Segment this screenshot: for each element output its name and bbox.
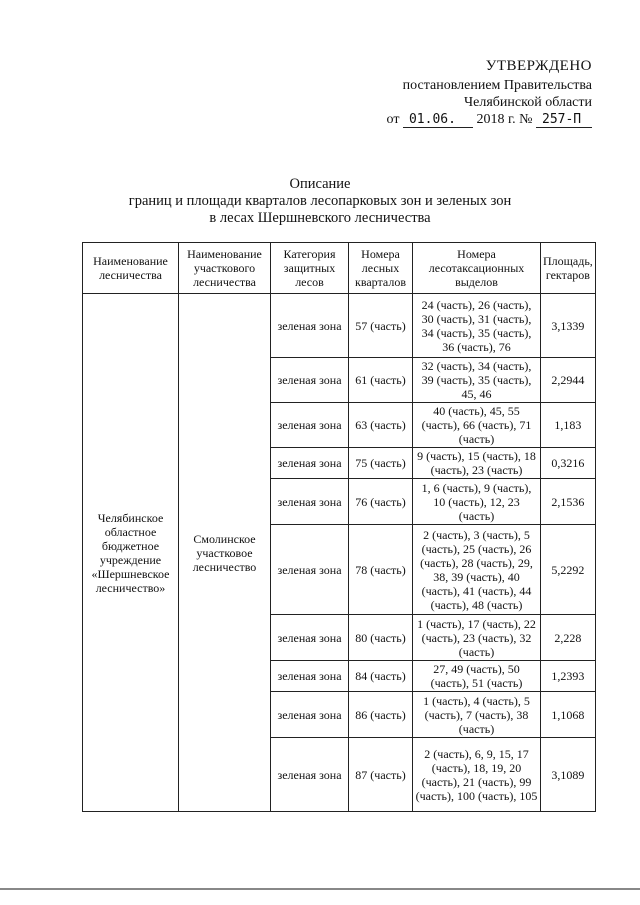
zone-cell: зеленая зона — [271, 525, 349, 615]
approval-date-line — [387, 111, 592, 128]
forestry-name-cell: Челябинское областное бюджетное учреждение «Шершневское лесничество» — [83, 294, 179, 812]
area-cell: 1,2393 — [541, 661, 596, 692]
zone-cell: зеленая зона — [271, 294, 349, 358]
plots-cell: 24 (часть), 26 (часть), 30 (часть), 31 (часть), 34 (часть), 35 (часть), 36 (часть), 76 — [413, 294, 541, 358]
title-line-3: в лесах Шершневского лесничества — [209, 210, 431, 226]
quarter-cell: 78 (часть) — [349, 525, 413, 615]
plots-cell: 40 (часть), 45, 55 (часть), 66 (часть), 71 (часть) — [413, 403, 541, 448]
zone-cell: зеленая зона — [271, 661, 349, 692]
zone-cell: зеленая зона — [271, 738, 349, 812]
quarter-cell: 86 (часть) — [349, 692, 413, 738]
document-title — [0, 176, 640, 227]
approval-date: 01.06. — [403, 113, 473, 128]
quarter-cell: 87 (часть) — [349, 738, 413, 812]
header-forestry: Наименование лесничества — [83, 243, 179, 294]
from-label: от — [386, 112, 400, 127]
title-line-2: границ и площади кварталов лесопарковых зон и зеленых зон — [128, 193, 512, 209]
approval-line-2: Челябинской области — [464, 95, 592, 110]
plots-cell: 1 (часть), 17 (часть), 22 (часть), 23 (часть), 32 (часть) — [413, 615, 541, 661]
zone-cell: зеленая зона — [271, 479, 349, 525]
plots-cell: 32 (часть), 34 (часть), 39 (часть), 35 (часть), 45, 46 — [413, 358, 541, 403]
plots-cell: 2 (часть), 3 (часть), 5 (часть), 25 (часть), 26 (часть), 28 (часть), 29, 38, 39 (часть), 40 (часть), 41 (часть), 44 (часть), 48 (часть) — [413, 525, 541, 615]
quarter-cell: 57 (часть) — [349, 294, 413, 358]
approval-block — [387, 58, 592, 128]
header-district: Наименование участкового лесничества — [179, 243, 271, 294]
plots-cell: 27, 49 (часть), 50 (часть), 51 (часть) — [413, 661, 541, 692]
area-cell: 3,1089 — [541, 738, 596, 812]
zone-cell: зеленая зона — [271, 448, 349, 479]
quarter-cell: 80 (часть) — [349, 615, 413, 661]
area-cell: 0,3216 — [541, 448, 596, 479]
table-header-row — [83, 243, 596, 294]
area-cell: 5,2292 — [541, 525, 596, 615]
quarter-cell: 61 (часть) — [349, 358, 413, 403]
header-category: Категория защитных лесов — [271, 243, 349, 294]
quarter-cell: 84 (часть) — [349, 661, 413, 692]
area-cell: 2,1536 — [541, 479, 596, 525]
plots-cell: 1 (часть), 4 (часть), 5 (часть), 7 (часть), 38 (часть) — [413, 692, 541, 738]
quarter-cell: 63 (часть) — [349, 403, 413, 448]
approval-heading: УТВЕРЖДЕНО — [485, 58, 592, 74]
header-area: Площадь, гектаров — [541, 243, 596, 294]
zone-cell: зеленая зона — [271, 358, 349, 403]
approval-number: 257-П — [536, 113, 592, 128]
district-name-cell: Смолинское участковое лесничество — [179, 294, 271, 812]
quarter-cell: 75 (часть) — [349, 448, 413, 479]
zone-cell: зеленая зона — [271, 403, 349, 448]
header-plots: Номера лесотаксационных выделов — [413, 243, 541, 294]
area-cell: 1,1068 — [541, 692, 596, 738]
plots-cell: 1, 6 (часть), 9 (часть), 10 (часть), 12, 23 (часть) — [413, 479, 541, 525]
plots-cell: 2 (часть), 6, 9, 15, 17 (часть), 18, 19, 20 (часть), 21 (часть), 99 (часть), 100 (часть), 105 — [413, 738, 541, 812]
title-line-1: Описание — [289, 176, 351, 192]
plots-cell: 9 (часть), 15 (часть), 18 (часть), 23 (часть) — [413, 448, 541, 479]
area-cell: 1,183 — [541, 403, 596, 448]
header-quarters: Номера лесных кварталов — [349, 243, 413, 294]
zone-cell: зеленая зона — [271, 615, 349, 661]
table-row — [83, 294, 596, 358]
forest-zones-table — [82, 242, 596, 812]
area-cell: 2,2944 — [541, 358, 596, 403]
zone-cell: зеленая зона — [271, 692, 349, 738]
area-cell: 3,1339 — [541, 294, 596, 358]
approval-line-1: постановлением Правительства — [402, 78, 592, 93]
area-cell: 2,228 — [541, 615, 596, 661]
quarter-cell: 76 (часть) — [349, 479, 413, 525]
page-bottom-divider — [0, 888, 640, 890]
approval-year: 2018 г. № — [476, 112, 533, 127]
